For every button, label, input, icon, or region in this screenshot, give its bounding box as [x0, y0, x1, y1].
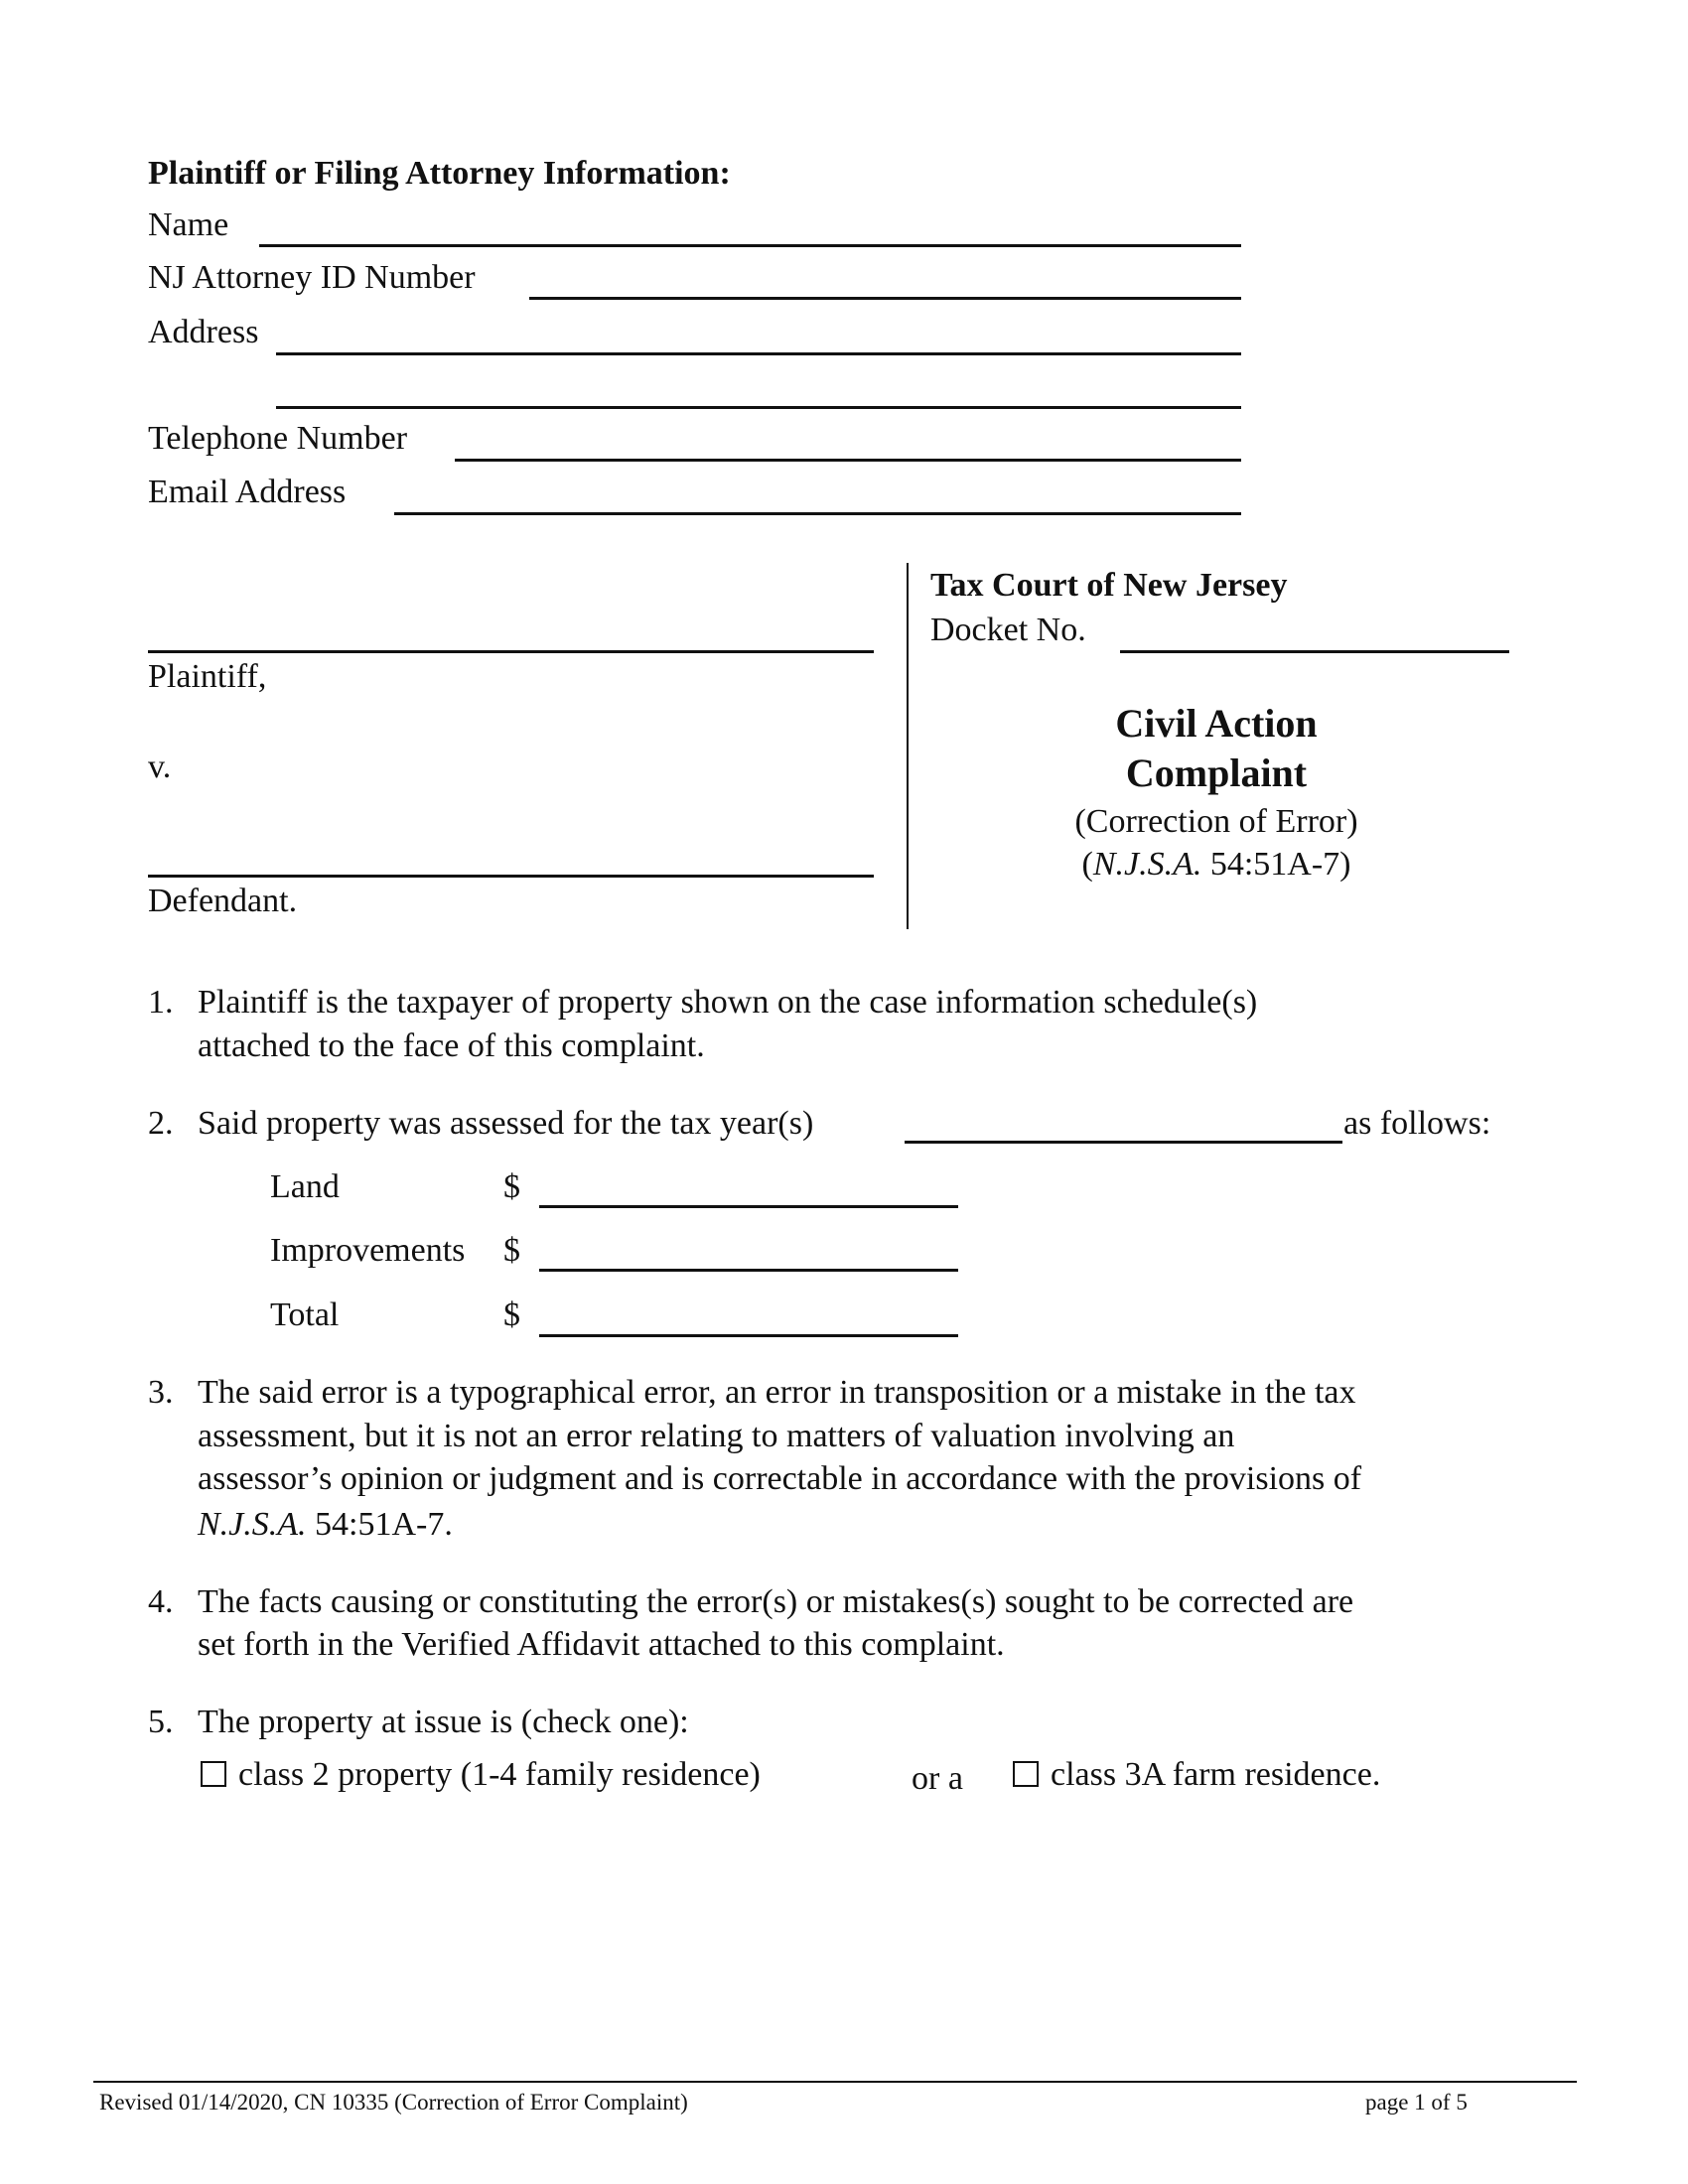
plaintiff-field[interactable] — [148, 650, 874, 653]
item-5-number: 5. — [148, 1704, 174, 1740]
versus-label: v. — [148, 749, 172, 785]
attorney-heading: Plaintiff or Filing Attorney Information: — [148, 155, 731, 192]
footer-revision: Revised 01/14/2020, CN 10335 (Correction of Error Complaint) — [99, 2090, 688, 2115]
item-2-text: Said property was assessed for the tax year(s) — [198, 1105, 814, 1142]
improvements-label: Improvements — [270, 1232, 466, 1269]
docket-field[interactable] — [1120, 650, 1509, 653]
title-statute: (N.J.S.A. 54:51A-7) — [1081, 846, 1351, 883]
item-1-number: 1. — [148, 984, 174, 1021]
item-3-line-2: assessment, but it is not an error relating to matters of valuation involving an — [198, 1418, 1235, 1454]
address-label: Address — [148, 314, 259, 350]
title-subtitle: (Correction of Error) — [1074, 803, 1358, 840]
item-2-suffix: as follows: — [1343, 1105, 1491, 1142]
email-field[interactable] — [394, 512, 1241, 515]
total-field[interactable] — [539, 1334, 958, 1337]
title-line-1: Civil Action — [1115, 701, 1318, 746]
name-field[interactable] — [259, 244, 1241, 247]
item-4-line-2: set forth in the Verified Affidavit attached to this complaint. — [198, 1626, 1005, 1663]
or-label: or a — [912, 1760, 963, 1797]
total-label: Total — [270, 1297, 340, 1333]
land-field[interactable] — [539, 1205, 958, 1208]
land-label: Land — [270, 1168, 340, 1205]
statute-italic: N.J.S.A. — [198, 1506, 307, 1543]
address-field-2[interactable] — [276, 406, 1241, 409]
class-3a-checkbox[interactable] — [1013, 1761, 1039, 1787]
item-3-line-4 — [198, 1508, 453, 1542]
improvements-dollar: $ — [503, 1232, 520, 1269]
attorney-id-field[interactable] — [529, 297, 1241, 300]
footer-page-number: page 1 of 5 — [1365, 2090, 1468, 2115]
class-2-label: class 2 property (1-4 family residence) — [238, 1756, 761, 1793]
class-3a-label: class 3A farm residence. — [1051, 1756, 1381, 1793]
class-2-checkbox[interactable] — [201, 1761, 226, 1787]
court-name: Tax Court of New Jersey — [930, 567, 1288, 604]
telephone-label: Telephone Number — [148, 420, 408, 457]
footer-rule — [93, 2081, 1577, 2083]
plaintiff-label: Plaintiff, — [148, 658, 267, 695]
item-2-number: 2. — [148, 1105, 174, 1142]
item-4-number: 4. — [148, 1583, 174, 1620]
defendant-field[interactable] — [148, 875, 874, 878]
item-3-number: 3. — [148, 1374, 174, 1411]
total-dollar: $ — [503, 1297, 520, 1333]
statute-number: 54:51A-7) — [1201, 846, 1351, 883]
item-4-line-1: The facts causing or constituting the error(s) or mistakes(s) sought to be corrected are — [198, 1583, 1354, 1620]
item-3-line-3: assessor’s opinion or judgment and is correctable in accordance with the provisions of — [198, 1460, 1362, 1497]
email-label: Email Address — [148, 474, 347, 510]
item-1-line-1: Plaintiff is the taxpayer of property shown on the case information schedule(s) — [198, 984, 1258, 1021]
item-5-text: The property at issue is (check one): — [198, 1704, 689, 1740]
docket-label: Docket No. — [930, 612, 1086, 648]
improvements-field[interactable] — [539, 1269, 958, 1272]
defendant-label: Defendant. — [148, 883, 298, 919]
statute-italic: N.J.S.A. — [1092, 846, 1202, 883]
address-field-1[interactable] — [276, 352, 1241, 355]
item-3-line-1: The said error is a typographical error, an error in transposition or a mistake in the tax — [198, 1374, 1356, 1411]
item-1-line-2: attached to the face of this complaint. — [198, 1027, 705, 1064]
tax-year-field[interactable] — [905, 1141, 1342, 1144]
caption-divider — [907, 563, 909, 929]
telephone-field[interactable] — [455, 459, 1241, 462]
land-dollar: $ — [503, 1168, 520, 1205]
attorney-id-label: NJ Attorney ID Number — [148, 259, 476, 296]
title-line-2: Complaint — [1125, 751, 1308, 795]
statute-number: 54:51A-7. — [306, 1506, 453, 1543]
name-label: Name — [148, 206, 229, 243]
